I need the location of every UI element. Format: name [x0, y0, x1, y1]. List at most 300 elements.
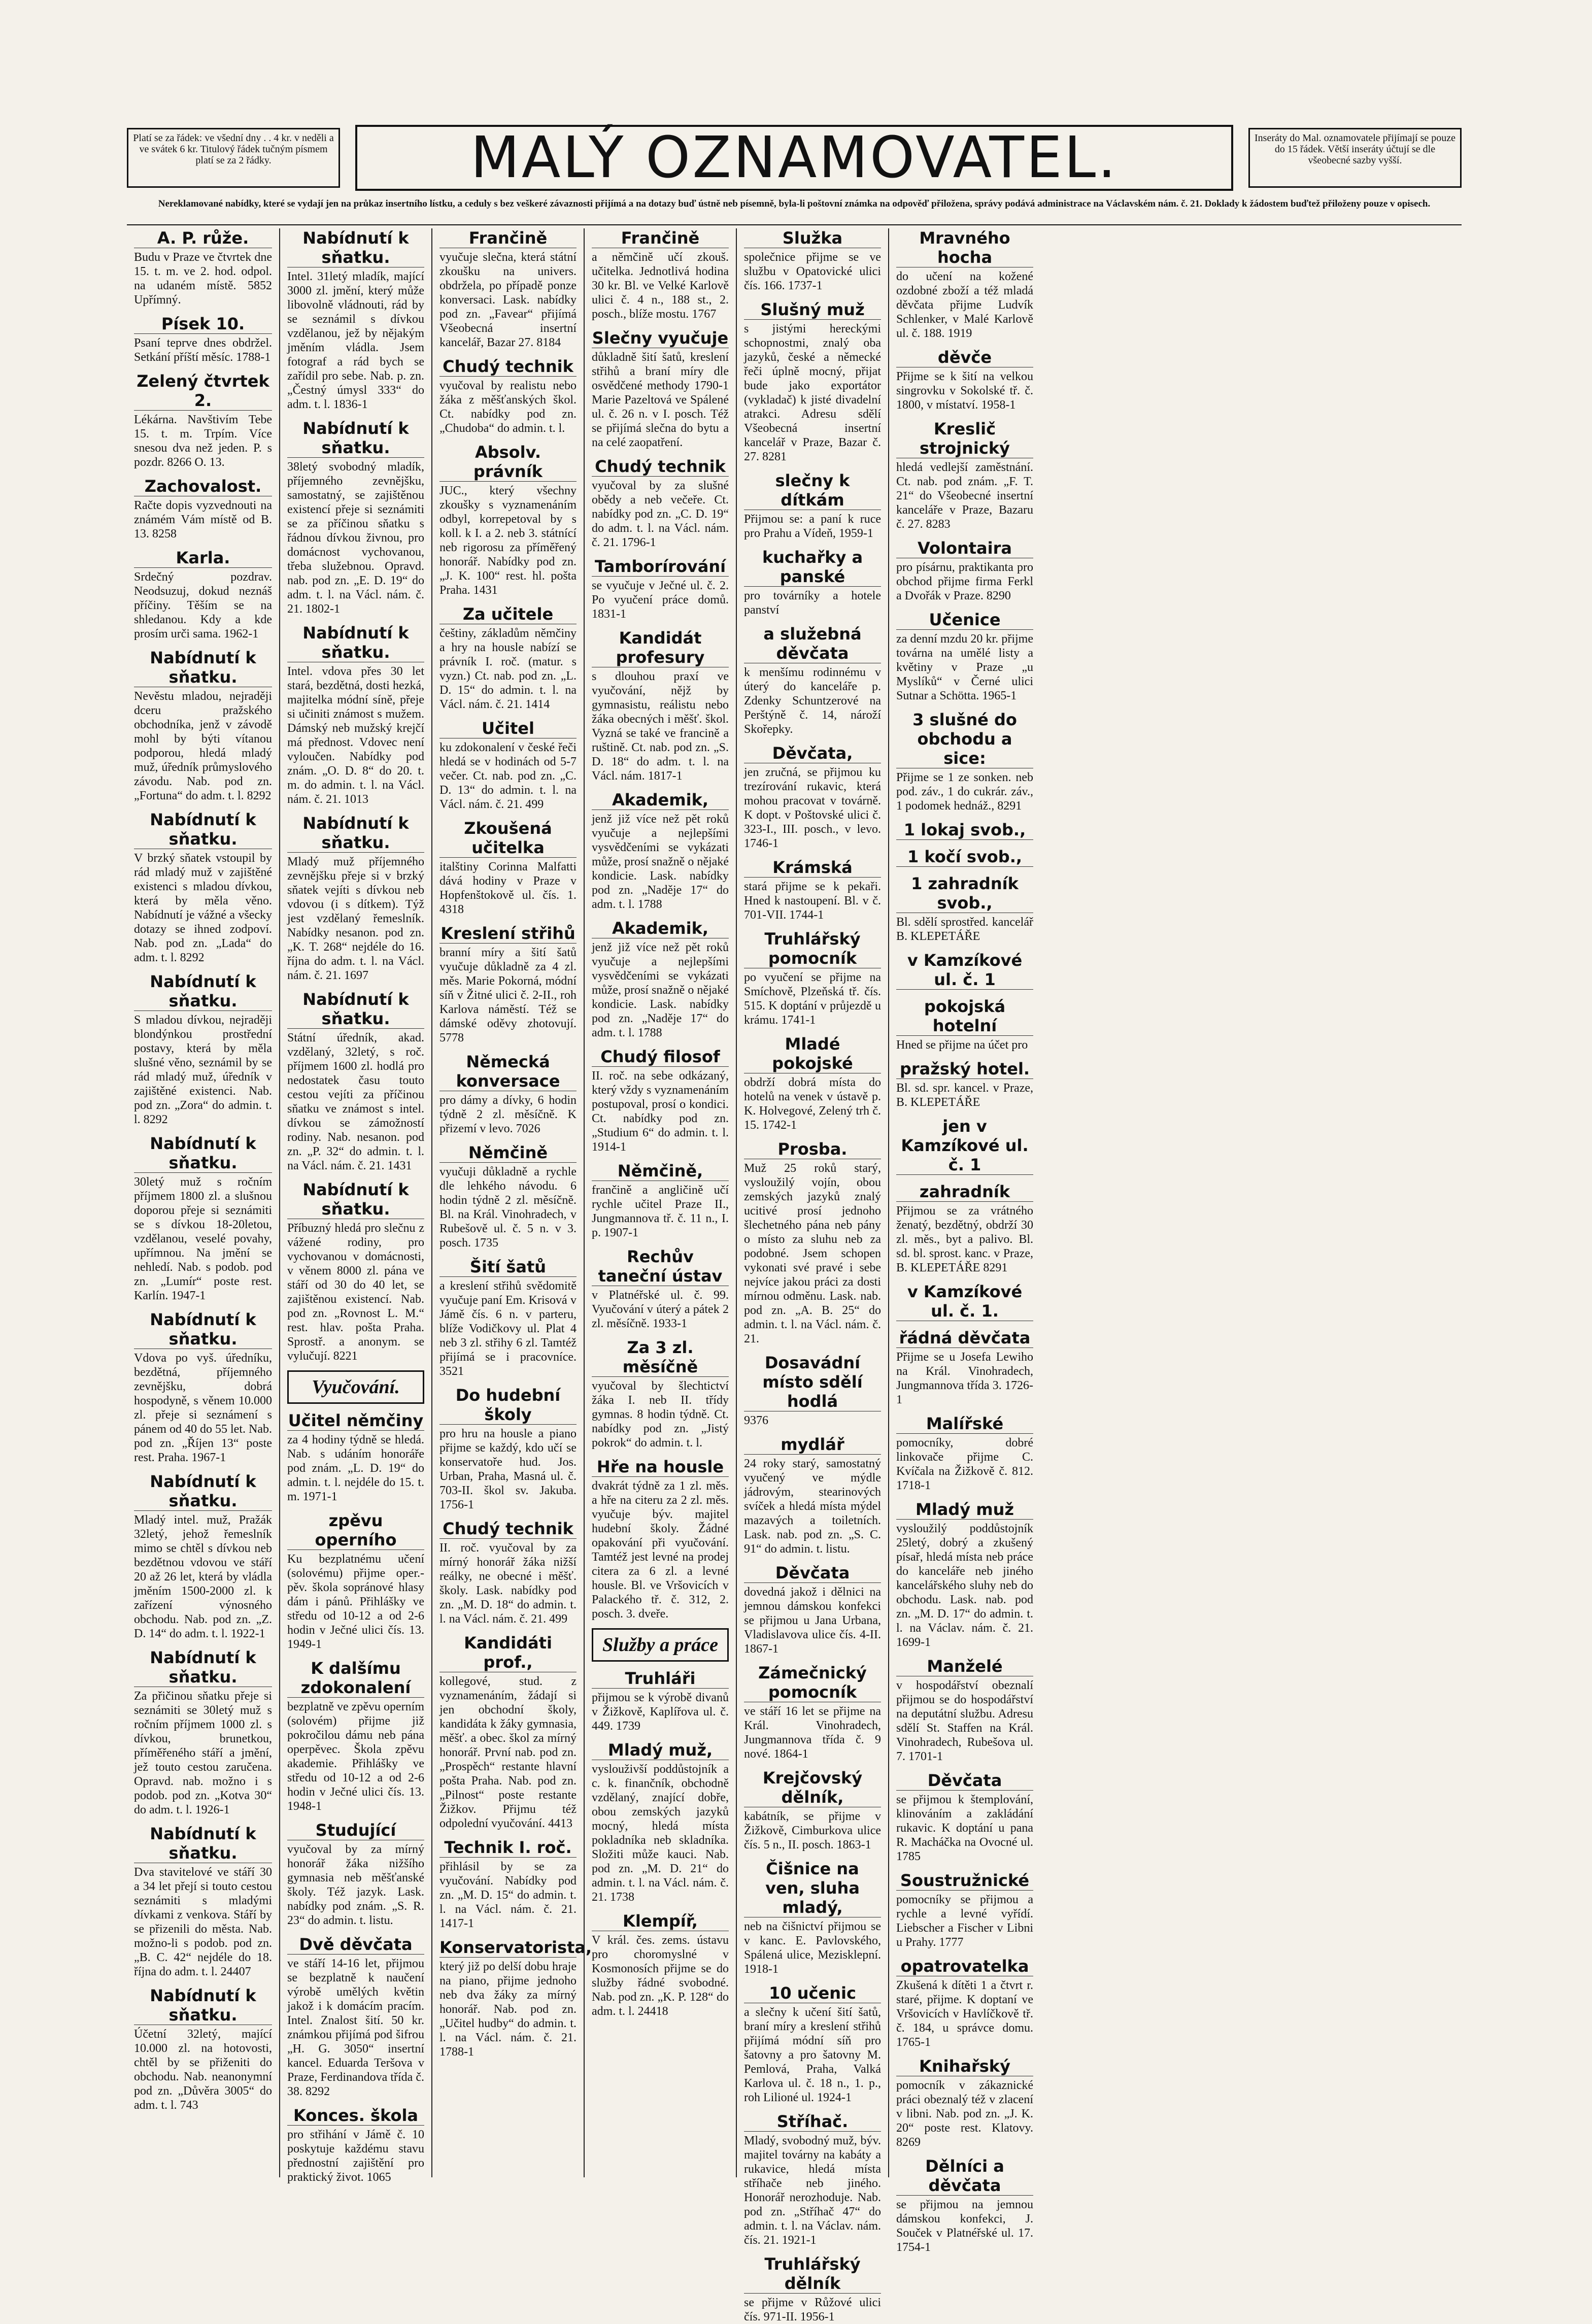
ad-heading: Tamborírování	[592, 557, 729, 577]
classified-ad	[287, 623, 424, 806]
ad-heading: 1 zahradník svob.,	[896, 874, 1033, 913]
ad-text: vyslouživší poddůstojník a c. k. finančník, obchodně vzdělaný, znající dobře, obou zemských jazyků mocný, hledá místa pokladníka neb skladníka. Složiti může kauci. Nab. pod zn. „M. D. 21“ do admin. t. l. na Václ. nám. č. 21. 1738	[592, 1763, 729, 1904]
classified-ad	[134, 314, 272, 364]
ad-text: se přijmou k štemplování, klinováním a zakládání rukavic. K doptání u pana R. Macháčka na Ovocné ul. 1785	[896, 1793, 1033, 1863]
ad-text: vyučoval by šlechtictví žáka I. neb II. třídy gymnas. 8 hodin týdně. Ct. nabídky pod zn. „Jistý pokrok“ do admin. t. l.	[592, 1379, 729, 1450]
ad-text: s jistými hereckými schopnostmi, znalý oba jazyků, české a německé řeči úplně mocný, přijat bude jako exportátor (vykladač) k jisté divadelní atrakci. Adresu sdělí Všeobecná insertní kancelář v Praze, Bazar č. 27. 8281	[744, 322, 881, 463]
ad-text: se přijmou na jemnou dámskou konfekci, J. Souček v Platnéřské ul. 17. 1754-1	[896, 2198, 1033, 2254]
classified-ad	[439, 604, 577, 712]
ad-heading: Učitel němčiny	[288, 1411, 424, 1430]
ad-heading: opatrovatelka	[896, 1957, 1033, 1976]
ad-text: Přijme se k šití na velkou singrovku v Sokolské tř. č. 1800, v místatví. 1958-1	[896, 370, 1033, 412]
ad-heading: Nabídnutí k sňatku.	[134, 1134, 272, 1173]
classified-ad	[439, 924, 577, 1045]
ad-text: vyučoval by za slušné obědy a neb večeře. Ct. nabídky pod zn. „C. D. 19“ do adm. t. l. na Václ. nám. č. 21. 1796-1	[592, 479, 729, 549]
ad-text: a němčině učí zkouš. učitelka. Jednotlivá hodina 30 kr. Bl. ve Velké Karlově ulici č. 4 n., 188 st., 2. posch., blíže mostu. 1767	[592, 251, 729, 321]
classified-ad	[896, 1282, 1033, 1321]
ad-heading: Chudý technik	[439, 1519, 577, 1539]
ad-heading: Nabídnutí k sňatku.	[287, 623, 424, 662]
classified-ad	[896, 1500, 1033, 1649]
classified-ad	[896, 228, 1033, 341]
classified-ad	[134, 1472, 272, 1641]
ad-heading: Nabídnutí k sňatku.	[134, 1986, 272, 2025]
ad-heading: zahradník	[896, 1182, 1033, 1202]
classified-ad	[592, 1161, 729, 1240]
ad-heading: jen v Kamzíkové ul. č. 1	[896, 1117, 1033, 1175]
ad-heading: Karla.	[134, 548, 272, 568]
classified-ad	[287, 1935, 424, 2099]
ad-text: Mladý muž příjemného zevnějšku přeje si v brzký sňatek vejíti s dívkou neb vdovou (i s dítkem). Týž jest vzdělaný řemeslník. Nabídky nesanon. pod zn. „K. T. 268“ nejdéle do 16. října do adm. t. l. na Václ. nám. č. 21. 1697	[287, 855, 424, 982]
classified-ad	[744, 471, 881, 541]
ad-heading: Mladý muž	[896, 1500, 1033, 1520]
ad-text: Račte dopis vyzvednouti na známém Vám místě od B. 13. 8258	[134, 499, 272, 541]
ad-text: vyučoval by realistu nebo žáka z měšťanských škol. Ct. nabídky pod zn. „Chudoba“ do admin. t. l.	[439, 379, 577, 435]
ad-text: II. roč. vyučoval by za mírný honorář žáka nižší reálky, ne obecné i měšť. školy. Lask. nabídky pod zn. „M. D. 18“ do admin. t. l. na Václ. nám. č. 21. 499	[439, 1541, 577, 1626]
ad-text: neb na čišnictví přijmou se v kanc. E. Pavlovského, Spálená ulice, Mezisklepní. 1918-1	[744, 1920, 881, 1976]
ad-text: 38letý svobodný mladík, příjemného zevnějšku, samostatný, se zajištěnou existencí přeje si seznámiti se za příčinou sňatku s řádnou dívkou živnou, pro domácnost vychovanou, třeba služebnou. Opravd. nab. pod zn. „E. D. 19“ do adm. t. l. na Václ. nám. č. 21. 1802-1	[287, 460, 424, 616]
ad-heading: pražský hotel.	[896, 1059, 1033, 1079]
ad-text: k menšímu rodinnému v úterý do kanceláře p. Zdenky Schuntzerové na Perštýně č. 14, nároží Skořepky.	[744, 666, 881, 736]
ad-text: Psaní teprve dnes obdržel. Setkání příští měsíc. 1788-1	[134, 336, 272, 364]
classified-ad	[287, 814, 424, 983]
classified-ad	[134, 1986, 272, 2112]
ad-heading: mydlář	[744, 1435, 881, 1455]
ad-text: se přijme v Růžové ulici čís. 971-II. 1956-1	[744, 2296, 881, 2323]
classified-ad	[896, 951, 1033, 990]
ad-text: v Platnéřské ul. č. 99. Vyučování v úterý a pátek 2 zl. měsíčně. 1933-1	[592, 1289, 729, 1330]
ad-heading: Chudý filosof	[592, 1047, 729, 1067]
column-3	[431, 228, 592, 2177]
ad-heading: Němčině	[439, 1143, 577, 1163]
ad-text: JUC., který všechny zkoušky s vyznamenáním odbyl, korrepetoval by s koll. k I. a 2. neb 3. státnící neb rigorosu za příměřený honorář. Nabídky pod zn. „J. K. 100“ rest. hl. pošta Praha. 1431	[439, 484, 577, 597]
ad-heading: Kandidáti prof.,	[439, 1633, 577, 1672]
ad-heading: Dělníci a děvčata	[896, 2157, 1033, 2196]
ad-heading: Za 3 zl. měsíčně	[592, 1338, 729, 1377]
ad-heading: Nabídnutí k sňatku.	[287, 1180, 424, 1219]
ad-heading: Kreslič strojnický	[896, 419, 1033, 458]
classified-ad	[592, 1457, 729, 1621]
ad-heading: Děvčata	[744, 1563, 881, 1583]
ads-columns	[127, 228, 1462, 2323]
ad-text: Účetní 32letý, mající 10.000 zl. na hotovosti, chtěl by se přiženiti do obchodu. Nab. neanonymní pod zn. „Důvěra 3005“ do adm. t. l. 743	[134, 2028, 272, 2112]
ad-heading: K dalšímu zdokonalení	[287, 1659, 424, 1698]
ad-heading: Stříhač.	[744, 2112, 881, 2132]
ad-heading: Truhlářský pomocník	[744, 929, 881, 968]
ad-text: vyučuje slečna, která státní zkoušku na univers. obdržela, po případě ponze konversaci. Lask. nabídky pod zn. „Favear“ přijímá Všeobecná insertní kancelář, Bazar 27. 8184	[439, 251, 577, 349]
ad-text: V brzký sňatek vstoupil by rád mladý muž v zajištěné existenci s mladou dívkou, která by měla věno. Nabídnutí je vážné a všecky dotazy se ihned zodpoví. Nab. pod zn. „Lada“ do adm. t. l. 8292	[134, 852, 272, 964]
classified-ad	[592, 557, 729, 621]
ad-text: Přijme se 1 ze sonken. neb pod. záv., 1 do cukrár. záv., 1 podomek hednáž., 8291	[896, 771, 1033, 813]
ad-heading: Dvě děvčata	[287, 1935, 424, 1955]
masthead	[127, 122, 1462, 197]
classified-ad	[439, 1143, 577, 1250]
ad-text: Mladý, svobodný muž, býv. majitel továrny na kabáty a rukavice, hledá místa stříhače neb jiného. Honorář nerozhoduje. Nab. pod zn. „Stříhač 47“ do admin. t. l. na Václav. nám. čís. 21. 1921-1	[744, 2134, 881, 2247]
ad-heading: Nabídnutí k sňatku.	[287, 419, 424, 458]
classified-ad	[439, 1257, 577, 1378]
ad-heading: Děvčata,	[744, 744, 881, 763]
classified-ad	[592, 1047, 729, 1154]
ad-text: pro dámy a dívky, 6 hodin týdně 2 zl. měsíčně. K přizemí v levo. 7026	[439, 1094, 577, 1135]
ad-text: Státní úředník, akad. vzdělaný, 32letý, s roč. příjmem 1600 zl. hodlá pro nedostatek času touto cestou vejíti za příčinou sňatku ve známost s intel. dívkou se zámožností rodiny. Nab. nesanon. pod zn. „P. 32“ do admin. t. l. na Václ. nám. č. 21. 1431	[287, 1031, 424, 1172]
ad-heading: Nabídnutí k sňatku.	[134, 810, 272, 849]
ad-text: obdrží dobrá místa do hotelů na venek v ústavě p. K. Holvegové, Zelený trh č. 15. 1742-1	[744, 1076, 881, 1132]
ad-heading: Mladý muž,	[592, 1740, 729, 1760]
classified-ad	[744, 744, 881, 851]
ad-heading: Krámská	[744, 858, 881, 878]
ad-heading: Německá konversace	[439, 1052, 577, 1091]
ad-heading: Chudý technik	[439, 357, 577, 377]
ad-heading: slečny k dítkám	[744, 471, 881, 510]
classified-ad	[134, 1648, 272, 1817]
ad-heading: Zámečnický pomocník	[744, 1663, 881, 1702]
ad-text: Za přičinou sňatku přeje si seznámiti se 30letý muž s ročním příjmem 1000 zl. s dívkou, brunetkou, příměřeného stáří a jmění, jež touto cestou zaručena. Opravd. nab. možno i s podob. pod zn. „Kotva 30“ do adm. t. l. 1926-1	[134, 1690, 272, 1816]
classified-ad	[744, 1859, 881, 1976]
ad-text: po vyučení se přijme na Smíchově, Plzeňská tř. čís. 515. K doptání v průjezdě u krámu. 1741-1	[744, 971, 881, 1027]
classified-ad	[744, 1435, 881, 1556]
ad-text: Příbuzný hledá pro slečnu z vážené rodiny, pro vychovanou v domácnosti, v věnem 8000 zl. pána ve stáří od 30 do 40 let, se zajištěnou existencí. Nab. pod zn. „Rovnost L. M.“ rest. hlav. pošta Praha. Sprostř. a anonym. se vylučují. 8221	[287, 1222, 424, 1363]
ad-text: přijmou se k výrobě divanů v Žižkově, Kaplířova ul. č. 449. 1739	[592, 1691, 729, 1733]
ad-text: pro střihání v Jámě č. 10 poskytuje každému stavu přednostní zajištění pro praktický život. 1065	[287, 2128, 424, 2184]
ad-text: hledá vedlejší zaměstnání. Ct. nab. pod znám. „F. T. 21“ do Všeobecné insertní kanceláře v Praze, Bazaru č. 27. 8283	[896, 461, 1033, 531]
classified-ad	[134, 1310, 272, 1465]
ad-heading: zpěvu operního	[287, 1511, 424, 1550]
ad-heading: Nabídnutí k sňatku.	[287, 990, 424, 1029]
ad-heading: Frančině	[439, 228, 577, 248]
ad-text: pro hru na housle a piano přijme se každý, kdo učí se konservatoře hud. Jos. Urban, Praha, Masná ul. č. 703-II. škol sv. Jakuba. 1756-1	[439, 1427, 577, 1511]
ad-text: který již po delší dobu hraje na piano, přijme jednoho neb dva žáky za mírný honorář. Nab. pod zn. „Učitel hudby“ do admin. t. l. na Václ. nám. č. 21. 1788-1	[439, 1960, 577, 2059]
ad-heading: Vyučování.	[287, 1370, 424, 1404]
classified-ad	[287, 1659, 424, 1813]
ad-text: se vyučuje v Ječné ul. č. 2. Po vyučení práce domů. 1831-1	[592, 579, 729, 621]
ad-heading: Nabídnutí k sňatku.	[134, 972, 272, 1011]
classified-ad	[744, 548, 881, 617]
ad-text: pomocníky se přijmou a rychle a levné vyřídí. Liebscher a Fischer v Libni u Prahy. 1777	[896, 1893, 1033, 1949]
classified-ad	[134, 372, 272, 469]
classified-ad	[896, 348, 1033, 412]
ad-text: Nevěstu mladou, nejraději dceru pražského obchodníka, jenž v závodě mohl by býti vítanou podporou, hledá mladý muž, úředník průmyslového závodu. Nab. pod zn. „Fortuna“ do adm. t. l. 8292	[134, 690, 272, 802]
ad-text: pro písárnu, praktikanta pro obchod přijme firma Ferkl a Dvořák v Praze. 8290	[896, 561, 1033, 602]
ad-text: Ku bezplatnému učení (solovému) přijme oper.-pěv. škola sopránové hlasy dám i pánů. Přihlášky ve středu od 10-12 a od 2-6 hodin v Ječné ulici čís. 13. 1949-1	[287, 1553, 424, 1651]
ad-text: a kreslení střihů svědomitě vyučuje paní Em. Krisová v Jámě čís. 6 n. v parteru, blíže Vodičkovy ul. Plat 4 neb 3 zl. střihy 6 zl. Tamtéž přijímá se i pracovníce. 3521	[439, 1279, 577, 1378]
ad-text: Zkušená k dítěti 1 a čtvrt r. staré, přijme. K doptaní ve Vršovicích v Havlíčkově tř. č. 184, u správce domu. 1765-1	[896, 1979, 1033, 2049]
column-2	[279, 228, 431, 2184]
ad-heading: Slušný muž	[744, 300, 881, 320]
classified-ad	[744, 1563, 881, 1656]
ad-heading: Za učitele	[439, 604, 577, 624]
classified-ad	[896, 1117, 1033, 1175]
ad-heading: Kandidát profesury	[592, 628, 729, 667]
ad-heading: Nabídnutí k sňatku.	[134, 1824, 272, 1863]
column-6	[888, 228, 1040, 2254]
ad-text: a slečny k učení šití šatů, braní míry a kreslení střihů přijímá módní síň pro šatovny a pro šatovny M. Pemlová, Praha, Valká Karlova ul. č. 18 n., 1. p., roh Lilioné ul. 1924-1	[744, 2006, 881, 2104]
ad-text: Intel. 31letý mladík, mající 3000 zl. jmění, který může libovolně vládnouti, rád by se seznámil s dívkou vzdělanou, jež by nějakým jměním vládla. Jsem fotograf a rád bych se zařídil pro sebe. Nab. p. zn. „Čestný úmysl 333“ do adm. t. l. 1836-1	[287, 270, 424, 411]
classified-ad	[896, 710, 1033, 813]
ad-text: Přijme se u Josefa Lewiho na Král. Vinohradech, Jungmannova třída 3. 1726-1	[896, 1351, 1033, 1406]
ad-heading: Chudý technik	[592, 457, 729, 477]
ad-heading: Zachovalost.	[134, 477, 272, 496]
ad-heading: 1 kočí svob.,	[896, 847, 1033, 867]
ad-text: pro továrníky a hotele panství	[744, 589, 881, 617]
ad-heading: Konservatorista,	[439, 1938, 592, 1957]
classified-ad	[287, 1511, 424, 1652]
ad-heading: Nabídnutí k sňatku.	[134, 1648, 272, 1687]
ad-text: společnice přijme se ve službu v Opatovické ulici čís. 166. 1737-1	[744, 251, 881, 292]
classified-ad	[287, 1180, 424, 1363]
ad-heading: A. P. růže.	[134, 228, 272, 248]
classified-ad	[287, 1411, 424, 1504]
classified-ad	[896, 1182, 1033, 1275]
classified-ad	[592, 628, 729, 783]
ad-text: Vdova po vyš. úředníku, bezdětná, příjemného zevnějšku, dobrá hospodyně, s věnem 10.000 zl. přeje si seznámení s pánem od 40 do 55 let. Nab. pod zn. „Říjen 13“ poste rest. Praha. 1967-1	[134, 1352, 272, 1464]
ad-text: S mladou dívkou, nejraději blondýnkou prostřední postavy, která by měla slušné věno, seznámil by se rád mladý muž, úředník v zajištěné existenci. Nab. pod zn. „Zora“ do admin. t. l. 8292	[134, 1014, 272, 1126]
ad-heading: v Kamzíkové ul. č. 1	[896, 951, 1033, 990]
classified-ad	[287, 419, 424, 616]
ad-heading: Frančině	[592, 228, 729, 248]
ad-text: za denní mzdu 20 kr. přijme továrna na umělé listy a květiny v Praze „u Myslíků“ v Černé ulici Sutnar a Schötta. 1965-1	[896, 632, 1033, 702]
ad-text: Lékárna. Navštivím Tebe 15. t. m. Trpím. Více snesou dva než jeden. P. s pozdr. 8266 O. 13.	[134, 413, 272, 469]
ad-text: italštiny Corinna Malfatti dává hodiny v Praze v Hopfenštokově ul. čís. 1. 4318	[439, 860, 577, 916]
classified-ad	[896, 419, 1033, 531]
ad-text: bezplatně ve zpěvu operním (solovém) přijme již pokročilou dámu neb pána operpěvec. Škola zpěvu akademie. Přihlášky ve středu od 10-12 a od 2-6 hodin v Ječné ulici čís. 13. 1948-1	[287, 1700, 424, 1813]
ad-text: ku zdokonalení v české řeči hledá se v hodinách od 5-7 večer. Ct. nab. pod zn. „C. D. 13“ do admin. t. l. na Václ. nám. č. 21. 499	[439, 741, 577, 811]
ad-text: jen zručná, se přijmou ku trezírování rukavic, která mohou pracovat v továrně. K dopt. v Poštovské ulici č. 323-I., III. posch., v levo. 1746-1	[744, 766, 881, 850]
ad-text: do učení na kožené ozdobné zboží a též mladá děvčata přijme Ludvík Schlenker, v Malé Karlově ul. č. 188. 1919	[896, 270, 1033, 340]
classified-ad	[439, 228, 577, 350]
classified-ad	[439, 443, 577, 597]
classified-ad	[287, 990, 424, 1173]
ad-heading: Děvčata	[896, 1771, 1033, 1791]
classified-ad	[744, 2254, 881, 2324]
classified-ad	[744, 1768, 881, 1852]
ad-text: V král. čes. zems. ústavu pro choromyslné v Kosmonosích přijme se do služby řádné svobodné. Nab. pod zn. „K. P. 128“ do adm. t. l. 24418	[592, 1934, 729, 2018]
ad-heading: Učitel	[439, 719, 577, 738]
classified-ad	[744, 300, 881, 464]
classified-ad	[896, 1957, 1033, 2049]
ad-heading: Služka	[744, 228, 881, 248]
ad-heading: Němčině,	[592, 1161, 729, 1181]
ad-text: Srdečný pozdrav. Neodsuzuj, dokud neznáš příčiny. Těším se na shledanou. Kdy a kde prosím urči sama. 1962-1	[134, 570, 272, 641]
classified-ad	[896, 1414, 1033, 1493]
ad-heading: Nabídnutí k sňatku.	[287, 814, 424, 853]
ad-text: Přijmou se za vrátného ženatý, bezdětný, obdrží 30 zl. měs., byt a palivo. Bl. sd. bl. sprost. kanc. v Praze, B. KLEPETÁŘE 8291	[896, 1204, 1033, 1274]
ad-text: II. roč. na sebe odkázaný, který vždy s vyznamenáním postupoval, prosí o kondici. Ct. nabídky pod zn. „Studium 6“ do admin. t. l. 1914-1	[592, 1069, 729, 1154]
classified-ad	[592, 328, 729, 450]
classified-ad	[439, 719, 577, 812]
column-4	[584, 228, 736, 2177]
classified-ad	[744, 228, 881, 293]
classified-ad	[592, 1338, 729, 1450]
classified-ad	[896, 2157, 1033, 2254]
classified-ad	[896, 820, 1033, 840]
ad-heading: 1 lokaj svob.,	[896, 820, 1033, 840]
ad-heading: Čišnice na ven, sluha mladý,	[744, 1859, 881, 1917]
classified-ad	[592, 1740, 729, 1904]
classified-ad	[896, 847, 1033, 867]
page-title: MALÝ OZNAMOVATEL.	[355, 125, 1233, 191]
classified-ad	[134, 477, 272, 541]
ad-heading: Studující	[287, 1821, 424, 1840]
classified-ad	[896, 1328, 1033, 1407]
classified-ad	[896, 1771, 1033, 1864]
ad-text: vyučoval by za mírný honorář žáka nižšího gymnasia neb měšťanské školy. Též jazyk. Lask. nabídky pod znám. „S. R. 23“ do admin. t. listu.	[287, 1843, 424, 1927]
ad-heading: Konces. škola	[287, 2106, 424, 2126]
ad-heading: Dosavádní místo sdělí hodlá	[744, 1353, 881, 1411]
ad-heading: a služebná děvčata	[744, 624, 881, 663]
classified-ad	[439, 1938, 592, 2059]
classified-ad	[744, 1034, 881, 1132]
ad-text: stará přijme se k pekaři. Hned k nastoupení. Bl. v č. 701-VII. 1744-1	[744, 880, 881, 922]
classified-ad	[896, 1871, 1033, 1949]
ad-heading: Slečny vyučuje	[592, 328, 729, 348]
classified-ad	[896, 874, 1033, 944]
ad-text: vysloužilý poddůstojník 25letý, dobrý a zkušený písař, hledá místa neb práce do kanceláře neb jiného kancelářského sluhy neb do obchodu. Lask. nab. pod zn. „M. D. 17“ do admin. t. l. na Václav. nám. č. 21. 1699-1	[896, 1522, 1033, 1649]
price-box: Platí se za řádek: ve všední dny . . 4 kr. v neděli a ve svátek 6 kr. Titulový řádek tučným písmem platí se za 2 řádky.	[127, 128, 340, 188]
classified-ad	[896, 2057, 1033, 2149]
classified-ad	[439, 357, 577, 435]
classified-ad	[439, 819, 577, 917]
classified-ad	[439, 1838, 577, 1931]
ad-heading: Absolv. právník	[439, 443, 577, 482]
ad-heading: Technik I. roč.	[439, 1838, 577, 1858]
ad-text: češtiny, základům němčiny a hry na housle nabízí se právník I. roč. (matur. s vyzn.) Ct. nab. pod zn. „L. D. 15“ do admin. t. l. na Václ. nám. č. 21. 1414	[439, 627, 577, 711]
classified-ad	[134, 548, 272, 641]
ad-heading: Mladé pokojské	[744, 1034, 881, 1073]
classified-ad	[896, 538, 1033, 603]
ad-heading: Manželé	[896, 1657, 1033, 1676]
classified-ad	[744, 858, 881, 922]
ad-heading: řádná děvčata	[896, 1328, 1033, 1348]
classified-ad	[439, 1386, 577, 1512]
ad-text: jenž již více než pět roků vyučuje a nejlepšími vysvědčeními se vykázati může, prosí snažně o nějaké kondicie. Lask. nabídky pod zn. „Naděje 17“ do adm. t. l. 1788	[592, 813, 729, 911]
ad-heading: Zkoušená učitelka	[439, 819, 577, 858]
ad-text: Přijmou se: a paní k ruce pro Prahu a Vídeň, 1959-1	[744, 513, 881, 540]
ad-text: důkladně šití šatů, kreslení střihů a braní míry dle osvědčené methody 1790-1 Marie Pazeltová ve Spálené ul. č. 26 n. v I. posch. Též se přijímá slečna do bytu a na celé zaopatření.	[592, 351, 729, 449]
ad-heading: Soustružnické	[896, 1871, 1033, 1891]
ad-text: přihlásil by se za vyučování. Nabídky pod zn. „M. D. 15“ do admin. t. l. na Václ. nám. č. 21. 1417-1	[439, 1860, 577, 1930]
ad-text: ve stáří 16 let se přijme na Král. Vinohradech, Jungmannova třída č. 9 nové. 1864-1	[744, 1705, 881, 1761]
ad-text: branní míry a šití šatů vyučuje důkladně za 4 zl. měs. Marie Pokorná, módní síň v Žitné ulici č. 2-II., roh Karlova náměstí. Též se dámské oděvy zhotovují. 5778	[439, 946, 577, 1045]
ad-heading: 3 slušné do obchodu a sice:	[896, 710, 1033, 768]
classified-ad	[134, 648, 272, 803]
ad-heading: Knihařský	[896, 2057, 1033, 2076]
section-heading	[287, 1370, 424, 1404]
ad-heading: Krejčovský dělník,	[744, 1768, 881, 1807]
ad-heading: Nabídnutí k sňatku.	[287, 228, 424, 267]
classified-ad	[439, 1052, 577, 1136]
classified-ad	[896, 610, 1033, 703]
classified-ad	[439, 1633, 577, 1831]
classified-ad	[592, 790, 729, 912]
ad-text: Mladý intel. muž, Pražák 32letý, jehož řemeslník mimo se chtěl s dívkou neb bezdětnou vdovou ve stáří 20 až 26 let, která by vládla jměním 1500-2000 zl. k zařízení výnosného obchodu. Nab. pod zn. „Z. D. 14“ do adm. t. l. 1922-1	[134, 1513, 272, 1640]
ad-text: v hospodářství obeznalí přijmou se do hospodářství na deputátní službu. Adresu sdělí St. Staffen na Král. Vinohradech, Rubešova ul. 7. 1701-1	[896, 1679, 1033, 1763]
newspaper-page	[127, 122, 1462, 2323]
ad-heading: Nabídnutí k sňatku.	[134, 1310, 272, 1349]
ad-heading: Učenice	[896, 610, 1033, 630]
ad-heading: Klempíř,	[592, 1911, 729, 1931]
ad-text: s dlouhou praxí ve vyučování, nějž by gymnasistu, reálistu nebo žáka obecných i měšť. škol. Vyzná se také ve francině a ruštině. Ct. nab. pod zn. „S. D. 18“ do adm. t. l. na Václ. nám. 1817-1	[592, 670, 729, 783]
ad-heading: Prosba.	[744, 1139, 881, 1159]
classified-ad	[134, 1824, 272, 1979]
classified-ad	[744, 1353, 881, 1428]
classified-ad	[287, 228, 424, 412]
ad-heading: Šití šatů	[439, 1257, 577, 1277]
ad-heading: Do hudební školy	[439, 1386, 577, 1425]
classified-ad	[134, 1134, 272, 1303]
ad-heading: pokojská hotelní	[896, 997, 1033, 1036]
ad-heading: Zelený čtvrtek 2.	[134, 372, 272, 411]
ad-text: Dva stavitelové ve stáří 30 a 34 let přejí si touto cestou seznámiti s mladými dívkami z venkova. Stáří by se přizenili do města. Nab. možno-li s podob. pod zn. „B. C. 42“ nejdéle do 18. října do adm. t. l. 24407	[134, 1866, 272, 1978]
classified-ad	[744, 1983, 881, 2105]
ad-heading: Nabídnutí k sňatku.	[134, 1472, 272, 1511]
ad-text: za 4 hodiny týdně se hledá. Nab. s udáním honoráře pod znám. „L. D. 19“ do admin. t. l. nejdéle do 15. t. m. 1971-1	[287, 1433, 424, 1503]
column-1	[127, 228, 279, 2177]
ad-text: pomocník v zákaznické práci obeznalý též v zlacení v libni. Nab. pod zn. „J. K. 20“ poste rest. Klatovy. 8269	[896, 2079, 1033, 2149]
classified-ad	[744, 1663, 881, 1761]
ad-heading: Akademik,	[592, 919, 729, 938]
section-heading	[592, 1628, 729, 1662]
ad-heading: Nabídnutí k sňatku.	[134, 648, 272, 687]
classified-ad	[134, 810, 272, 965]
ad-heading: v Kamzíkové ul. č. 1.	[896, 1282, 1033, 1321]
ad-heading: Rechův taneční ústav	[592, 1247, 729, 1286]
ad-text: pomocníky, dobré linkovače přijme C. Kvíčala na Žižkově č. 812. 1718-1	[896, 1436, 1033, 1492]
ad-heading: 10 učenic	[744, 1983, 881, 2003]
ad-heading: děvče	[896, 348, 1033, 367]
ad-text: dovedná jakož i dělnici na jemnou dámskou konfekci se přijmou u Jana Urbana, Vladislavova ulice čís. 4-II. 1867-1	[744, 1586, 881, 1656]
ad-text: 9376	[744, 1414, 768, 1427]
classified-ad	[592, 228, 729, 321]
ad-text: ve stáří 14-16 let, přijmou se bezplatně k naučení výrobě umělých květin jakož i k domácím pracím. Intel. Znalost šití. 50 kr. známkou přijímá pod šifrou „H. G. 3050“ insertní kancel. Eduarda Teršova v Praze, Ferdinandova třída č. 38. 8292	[287, 1957, 424, 2098]
classified-ad	[287, 2106, 424, 2184]
ad-text: Budu v Praze ve čtvrtek dne 15. t. m. ve 2. hod. odpol. na udaném místě. 5852 Upřímný.	[134, 251, 272, 307]
classified-ad	[134, 228, 272, 307]
ad-heading: Služby a práce	[592, 1628, 729, 1662]
column-5	[736, 228, 888, 2323]
classified-ad	[896, 1059, 1033, 1109]
ad-heading: kuchařky a panské	[744, 548, 881, 587]
classified-ad	[287, 1821, 424, 1928]
ad-text: kabátník, se přijme v Žižkově, Cimburkova ulice čís. 5 n., II. posch. 1863-1	[744, 1810, 881, 1851]
ad-text: Bl. sd. spr. kancel. v Praze, B. KLEPETÁŘE	[896, 1082, 1033, 1109]
ad-text: dvakrát týdně za 1 zl. měs. a hře na citeru za 2 zl. měs. vyučuje býv. majitel hudební školy. Žádné opakování při vyučování. Tamtéž jest levné na prodej citera za 6 zl. a levné housle. Bl. ve Vršovicích v Palackého tř. č. 312, 2. posch. 3. dveře.	[592, 1479, 729, 1621]
classified-ad	[439, 1519, 577, 1626]
ad-heading: Malířské	[896, 1414, 1033, 1434]
classified-ad	[592, 1911, 729, 2018]
ad-text: 24 roky starý, samostatný vyučený ve mýdle jádrovým, stearinových svíček a hledá místa mýdel mazavých a toiletních. Lask. nab. pod zn. „S. C. 91“ do admin. t. listu.	[744, 1457, 881, 1556]
ad-text: Hned se přijme na účet pro	[896, 1038, 1028, 1052]
notice-line: Nereklamované nabídky, které se vydají jen na průkaz insertního lístku, a ceduly s bez veškeré závaznosti přijímá a na dotazy buď ústně neb písemně, byla-li poštovní známka na odpověď přiložena, správy podává administrace na Václavském nám. č. 21. Doklady k žádostem buďtež přiloženy pouze v opisech.	[127, 198, 1462, 225]
conditions-box: Inseráty do Mal. oznamovatele přijímají se pouze do 15 řádek. Větší inseráty účtují se dle všeobecné sazby vyšší.	[1248, 128, 1462, 188]
ad-text: kollegové, stud. z vyznamenáním, žádají si jen obchodní školy, kandidáta k žáky gymnasia, měšť. a obec. škol za mírný honorář. První nab. pod zn. „Prospěch“ restante hlavní pošta Praha. Nab. pod zn. „Pilnost“ poste restante Žižkov. Přijmu též odpolední vyučování. 4413	[439, 1675, 577, 1830]
classified-ad	[592, 1669, 729, 1733]
classified-ad	[896, 1657, 1033, 1764]
ad-heading: Písek 10.	[134, 314, 272, 334]
ad-text: Bl. sdělí sprostřed. kancelář B. KLEPETÁŘE	[896, 916, 1033, 943]
ad-text: Intel. vdova přes 30 let stará, bezdětná, dosti hezká, majitelka módní síně, přeje si učiniti známost s mužem. Dámský neb mužský krejčí má přednost. Vdovec není vyloučen. Nabídky pod znám. „O. D. 8“ do 20. t. m. do admin. t. l. na Václ. nám. č. 21. 1013	[287, 665, 424, 806]
ad-heading: Mravného hocha	[896, 228, 1033, 267]
ad-text: jenž již více než pět roků vyučuje a nejlepšími vysvědčeními se vykázati může, prosí snažně o nějaké kondicie. Lask. nabídky pod zn. „Naděje 17“ do adm. t. l. 1788	[592, 941, 729, 1039]
ad-heading: Truhláři	[592, 1669, 729, 1689]
classified-ad	[744, 624, 881, 736]
ad-heading: Hře na housle	[592, 1457, 729, 1477]
ad-text: frančině a angličině učí rychle učitel Praze II., Jungmannova tř. č. 11 n., I. p. 1907-1	[592, 1184, 729, 1239]
classified-ad	[592, 457, 729, 550]
ad-text: vyučuji důkladně a rychle dle lehkého návodu. 6 hodin týdně 2 zl. měsíčně. Bl. na Král. Vinohradech, v Rubešově ul. č. 5 n. v 3. posch. 1735	[439, 1165, 577, 1250]
classified-ad	[744, 929, 881, 1027]
ad-text: Muž 25 roků starý, vysloužilý vojín, obou zemských jazyků znalý ucitivé prosí jednoho šlechetného pána neb pány o místo za sluhu neb za podobné. Jsem schopen vykonati své pravé i sebe nejvíce jakou práci za dosti mírnou odměnu. Lask. nab. pod zn. „A. B. 25“ do admin. t. l. na Václ. nám. č. 21.	[744, 1162, 881, 1345]
classified-ad	[744, 2112, 881, 2247]
classified-ad	[744, 1139, 881, 1346]
